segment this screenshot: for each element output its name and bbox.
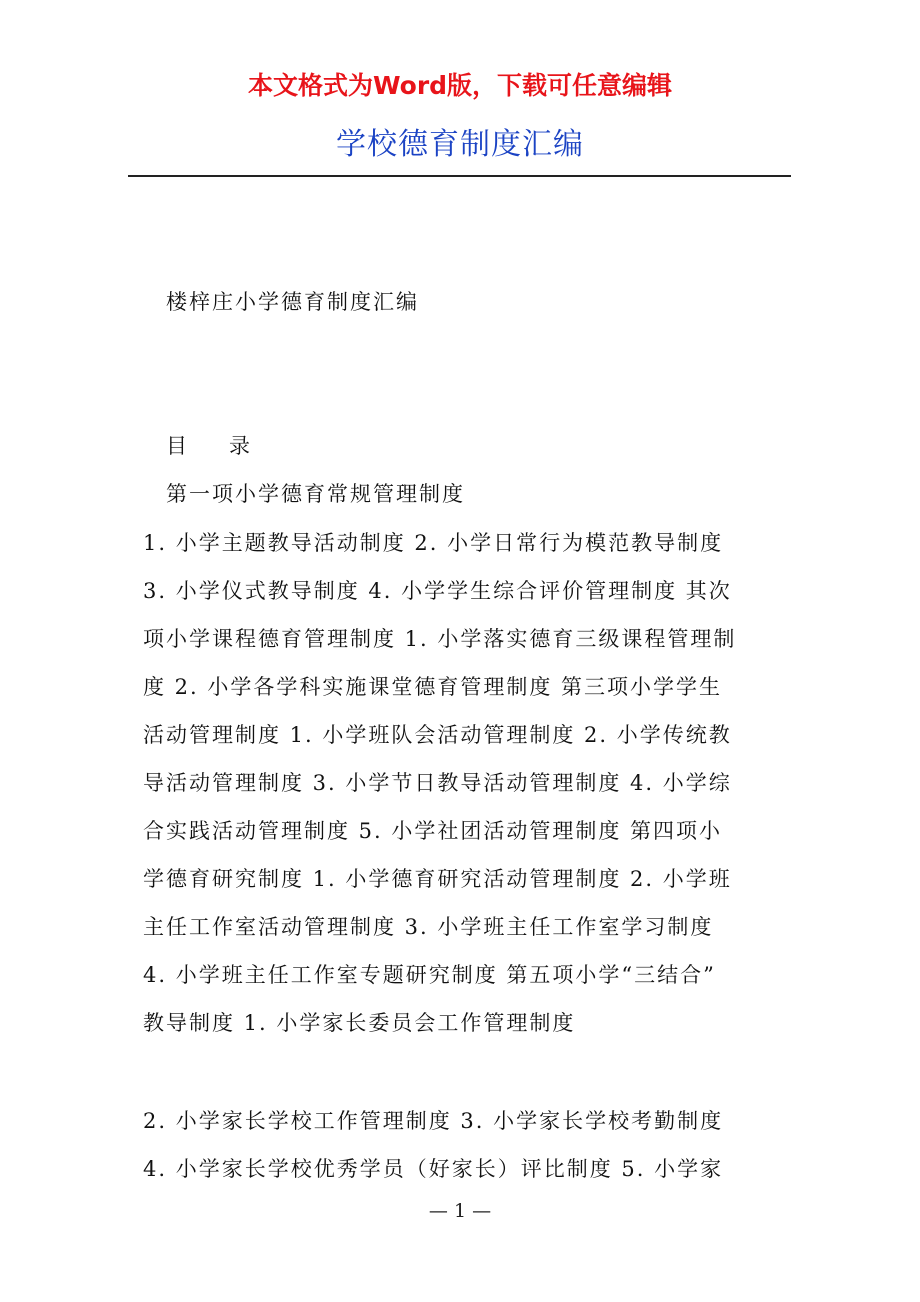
paragraph-line: 导活动管理制度 3. 小学节日教导活动管理制度 4. 小学综 [143,771,732,795]
paragraph-line: 1. 小学主题教导活动制度 2. 小学日常行为模范教导制度 [143,531,724,555]
paragraph-line: 学德育研究制度 1. 小学德育研究活动管理制度 2. 小学班 [143,867,732,891]
paragraph-line: 3. 小学仪式教导制度 4. 小学学生综合评价管理制度 其次 [143,579,732,603]
paragraph-line: 合实践活动管理制度 5. 小学社团活动管理制度 第四项小 [143,819,723,843]
paragraph-line: 教导制度 1. 小学家长委员会工作管理制度 [143,1011,576,1035]
header-divider [128,175,791,177]
paragraph-line: 项小学课程德育管理制度 1. 小学落实德育三级课程管理制 [143,627,737,651]
document-title: 学校德育制度汇编 [336,127,584,162]
paragraph-line: 4. 小学班主任工作室专题研究制度 第五项小学“三结合” [143,963,716,987]
paragraph-line: 活动管理制度 1. 小学班队会活动管理制度 2. 小学传统教 [143,723,732,747]
paragraph-line: 主任工作室活动管理制度 3. 小学班主任工作室学习制度 [143,915,714,939]
paragraph-line: 度 2. 小学各学科实施课堂德育管理制度 第三项小学学生 [143,675,723,699]
toc-paragraph [143,519,783,1047]
paragraph-line: 4. 小学家长学校优秀学员（好家长）评比制度 5. 小学家 [143,1157,724,1181]
toc-heading: 目 录 [166,434,250,458]
section-heading-first: 第一项小学德育常规管理制度 [166,482,465,506]
toc-paragraph-continued [143,1097,783,1193]
school-title: 楼梓庄小学德育制度汇编 [166,290,419,314]
page-number: — 1 — [428,1200,492,1222]
paragraph-line: 2. 小学家长学校工作管理制度 3. 小学家长学校考勤制度 [143,1109,724,1133]
format-banner: 本文格式为Word版，下载可任意编辑 [247,71,673,100]
